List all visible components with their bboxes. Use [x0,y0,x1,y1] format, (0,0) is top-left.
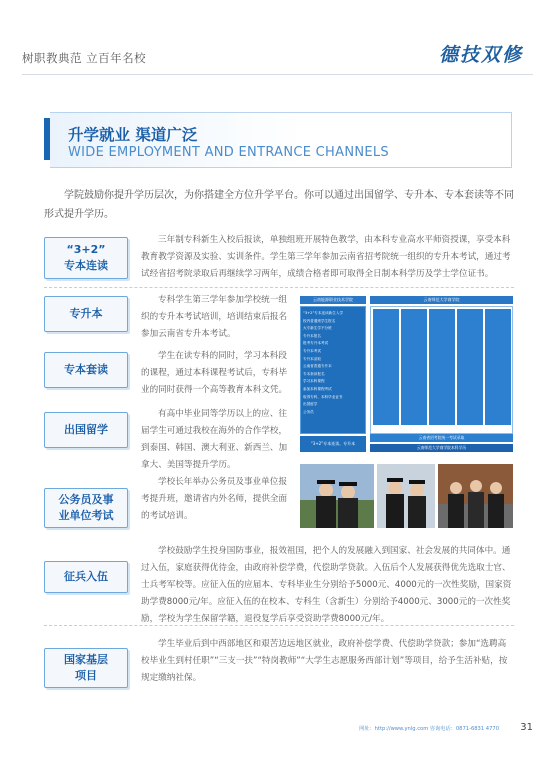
divider [44,625,514,626]
diagram-left-item: 公务员 [303,409,314,414]
diagram-head-left: 云南能源职业技术学院 [300,296,366,304]
diagram-left-item: 出国留学 [303,402,318,407]
graduates-photo-2 [377,464,435,528]
diagram-left-column [300,306,366,434]
diagram-left-item: 专升本报名 [303,333,321,338]
diagram-col-3 [429,309,455,425]
label-chuguoliuxue-text: 出国留学 [64,423,108,436]
text-zhengbing: 学校鼓励学生投身国防事业，报效祖国，把个人的发展融入到国家、社会发展的共同体中。通过入伍，家庭获得优待金，由政府补偿学费，代偿助学贷款。入伍后个人发展获得优先选取士官、士兵考军校等。应征入伍的应届本、专科毕业生分别给予5000元、4000元的一次性奖励，国家资助学费8000元/年。应征入伍的在校本、专科生（含新生）分别给予4000元、3000元的一次性奖励，学校为学生保留学籍，退役复学后享受资助学费8000元/年。 [141,546,512,624]
label-3plus2 [44,237,128,279]
graduates-photo-2-image [377,464,435,528]
text-jiceng: 学生毕业后到中西部地区和艰苦边远地区就业，政府补偿学费、代偿助学贷款；参加“选聘高校毕业生到村任职”“三支一扶”“特岗教师”“大学生志愿服务西部计划”等项目，给予生活补贴，按规定缴纳社保。 [141,639,508,683]
label-zhuanshengben-text: 专升本 [69,307,103,320]
label-chuguoliuxue [44,412,128,448]
header-divider [22,74,533,75]
graduates-photo-3 [438,464,513,528]
diagram-right-area [370,306,513,434]
diagram-left-item: “3+2”专本连读新生入学 [303,311,344,315]
diagram-head-right: 云南师范大学商学院 [370,296,513,304]
text-zhuanshengben: 专科学生第三学年参加学校统一组织的专升本考试培训，培训结束后报名参加云南省专升本考试。 [141,295,288,339]
slogan: 树职教典范 立百年名校 [22,51,147,65]
label-zhengbing-text: 征兵入伍 [64,570,108,583]
footer-contact: 网址：http://www.ynlg.com 咨询电话：0871-6831 4770 [359,726,499,732]
label-zhengbing [44,561,128,593]
text-zhuanbentaodu: 学生在读专科的同时，学习本科段的课程，通过本科课程考试后，专科毕业的同时获得一个高等教育本科文凭。 [141,351,288,395]
text-3plus2: 三年制专科新生入校后报读，单独组班开展特色教学，由本科专业高水平师资授课，享受本科教育教学资源及实验、实训条件。学生第三学年参加云南省招考院统一组织的专升本考试，通过考试经省招考院录取后再继续学习两年，成绩合格者即可取得全日制本科学历及学士学位证书。 [141,235,511,279]
label-jiceng-text: 国家基层 项目 [64,653,108,682]
graduates-photo-1 [300,464,374,528]
text-gongwuyuan: 学校长年举办公务员及事业单位报考提升班，邀请省内外名师，提供全面的考试培训。 [141,477,288,521]
page-number: 31 [520,722,533,733]
label-gongwuyuan-text: 公务员及事 业单位考试 [58,493,114,522]
page-header [0,0,555,74]
label-jiceng [44,648,128,688]
diagram-col-5 [485,309,511,425]
divider [44,287,514,288]
diagram-col-4 [457,309,483,425]
section-title-block [44,112,512,174]
pathway-diagram [300,296,513,456]
graduates-photo-3-image [438,464,513,528]
diagram-left-item: 专本套读报名 [303,371,325,376]
label-gongwuyuan [44,488,128,528]
diagram-left-item: 大专新生学不分班 [303,326,332,331]
text-chuguoliuxue: 有高中毕业同等学历以上的应、往届学生可通过我校在海外的合作学校，到泰国、韩国、澳大利亚、新西兰、加拿大、美国等提升学历。 [141,409,288,470]
diagram-left-item: 专升本考试 [303,348,321,353]
diagram-col-1 [373,309,399,425]
diagram-left-item: 参加本科课程考试 [303,386,332,391]
diagram-bottom-bar-2: 云南师范大学商学院本科学历 [370,444,513,452]
diagram-left-item: 专升本录取 [303,356,321,361]
diagram-left-item: 报考专升本考试 [303,341,329,346]
diagram-left-item: 云南省普通专升本 [303,364,332,369]
diagram-left-item: 校内普通班学生报名 [303,318,336,323]
section-subtitle: WIDE EMPLOYMENT AND ENTRANCE CHANNELS [68,145,389,160]
graduates-photo-1-image [300,464,374,528]
diagram-bottom-note: “3+2”专本连读、专升本 [300,436,366,452]
label-zhuanbentaodu [44,352,128,388]
brand-calligraphy: 德技双修 [438,44,523,66]
intro-paragraph: 学院鼓励你提升学历层次，为你搭建全方位升学平台。你可以通过出国留学、专升本、专本套读等不同形式提升学历。 [44,190,514,220]
label-3plus2-text: “3+2” 专本连读 [64,243,108,272]
diagram-bottom-bar: 云南省招考院统一考试录取 [370,434,513,442]
label-zhuanbentaodu-text: 专本套读 [64,363,108,376]
diagram-left-item: 取得专科、本科毕业证书 [303,394,343,399]
diagram-left-item: 学习本科课程 [303,379,325,384]
diagram-col-2 [401,309,427,425]
label-zhuanshengben [44,296,128,332]
title-frame [50,112,512,168]
section-title: 升学就业 渠道广泛 [68,126,198,144]
diagram-left-list [301,307,365,419]
